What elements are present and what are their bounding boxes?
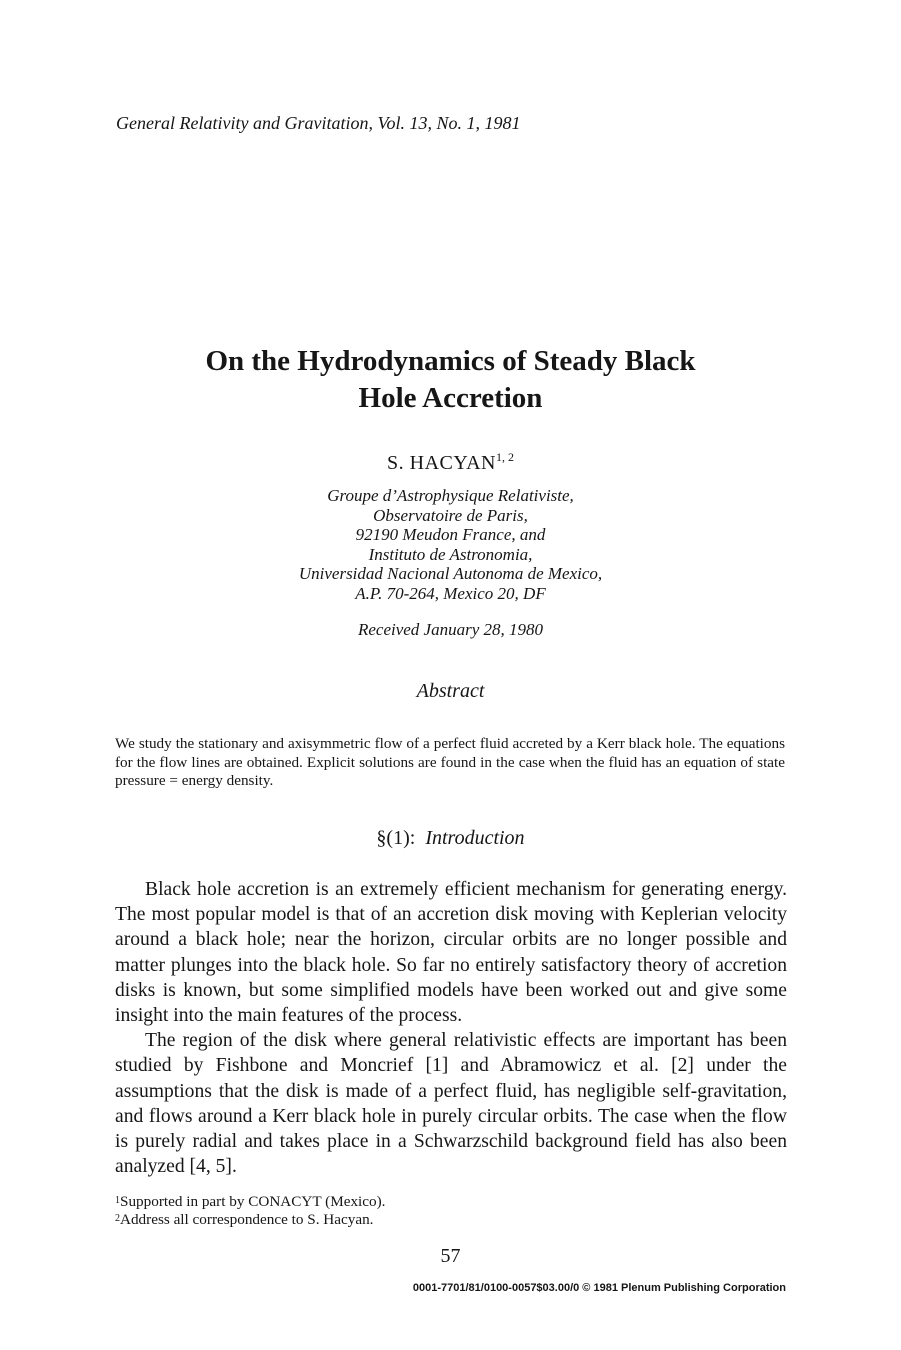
footnote-text: Supported in part by CONACYT (Mexico). (120, 1193, 386, 1210)
title-line-2: Hole Accretion (358, 382, 543, 414)
received-date: Received January 28, 1980 (357, 620, 544, 639)
title-line-1: On the Hydrodynamics of Steady Black (205, 345, 696, 377)
section-title: Introduction (425, 827, 525, 849)
footnotes (115, 1193, 385, 1229)
footnote (115, 1193, 385, 1211)
footnote-mark: 2 (115, 1213, 120, 1224)
abstract-heading: Abstract (416, 680, 485, 702)
section-number: §(1): (376, 827, 416, 849)
section-heading (0, 827, 901, 850)
author-footnote-marks: 1, 2 (495, 450, 514, 464)
footnote (115, 1211, 385, 1229)
abstract-text: We study the stationary and axisymmetric flow of a perfect fluid accreted by a Kerr black hole. The equations for the flow lines are obtained. Explicit solutions are found in the case when the fluid has an equation of state pressure = energy density. (115, 735, 785, 789)
affiliation-line: A.P. 70-264, Mexico 20, DF (355, 583, 546, 603)
footnote-text: Address all correspondence to S. Hacyan. (120, 1211, 374, 1228)
footnote-mark: 1 (115, 1195, 120, 1206)
paragraph: Black hole accretion is an extremely efficient mechanism for generating energy. The most popular model is that of an accretion disk moving with Keplerian velocity around a black hole; near the horizon, circular orbits are no longer possible and matter plunges into the black hole. So far no entirely satisfactory theory of accretion disks is known, but some simplified models have been worked out and give some insight into the main features of the process. (115, 879, 787, 1027)
author (0, 452, 901, 475)
author-name: S. HACYAN (387, 452, 496, 474)
affiliation-line: Universidad Nacional Autonoma de Mexico, (298, 564, 603, 584)
journal-citation: General Relativity and Gravitation, Vol. 13, No. 1, 1981 (116, 113, 521, 133)
affiliation-line: Groupe d’Astrophysique Relativiste, (327, 486, 574, 505)
copyright-line: 0001-7701/81/0100-0057$03.00/0 © 1981 Plenum Publishing Corporation (412, 1282, 786, 1294)
affiliation-line: 92190 Meudon France, and (355, 525, 546, 545)
body-text (115, 877, 787, 1179)
paragraph: The region of the disk where general relativistic effects are important has been studied by Fishbone and Moncrief [1] and Abramowicz et al. [2] under the assumptions that the disk is made of a perfect fluid, has negligible self-gravitation, and flows around a Kerr black hole in purely circular orbits. The case when the flow is purely radial and takes place in a Schwarzschild background field has also been analyzed [4, 5]. (115, 1030, 787, 1178)
page-number: 57 (440, 1245, 461, 1267)
affiliation (0, 486, 901, 604)
paper-title (0, 343, 901, 417)
affiliation-line: Observatoire de Paris, (373, 505, 528, 525)
affiliation-line: Instituto de Astronomia, (368, 544, 533, 564)
